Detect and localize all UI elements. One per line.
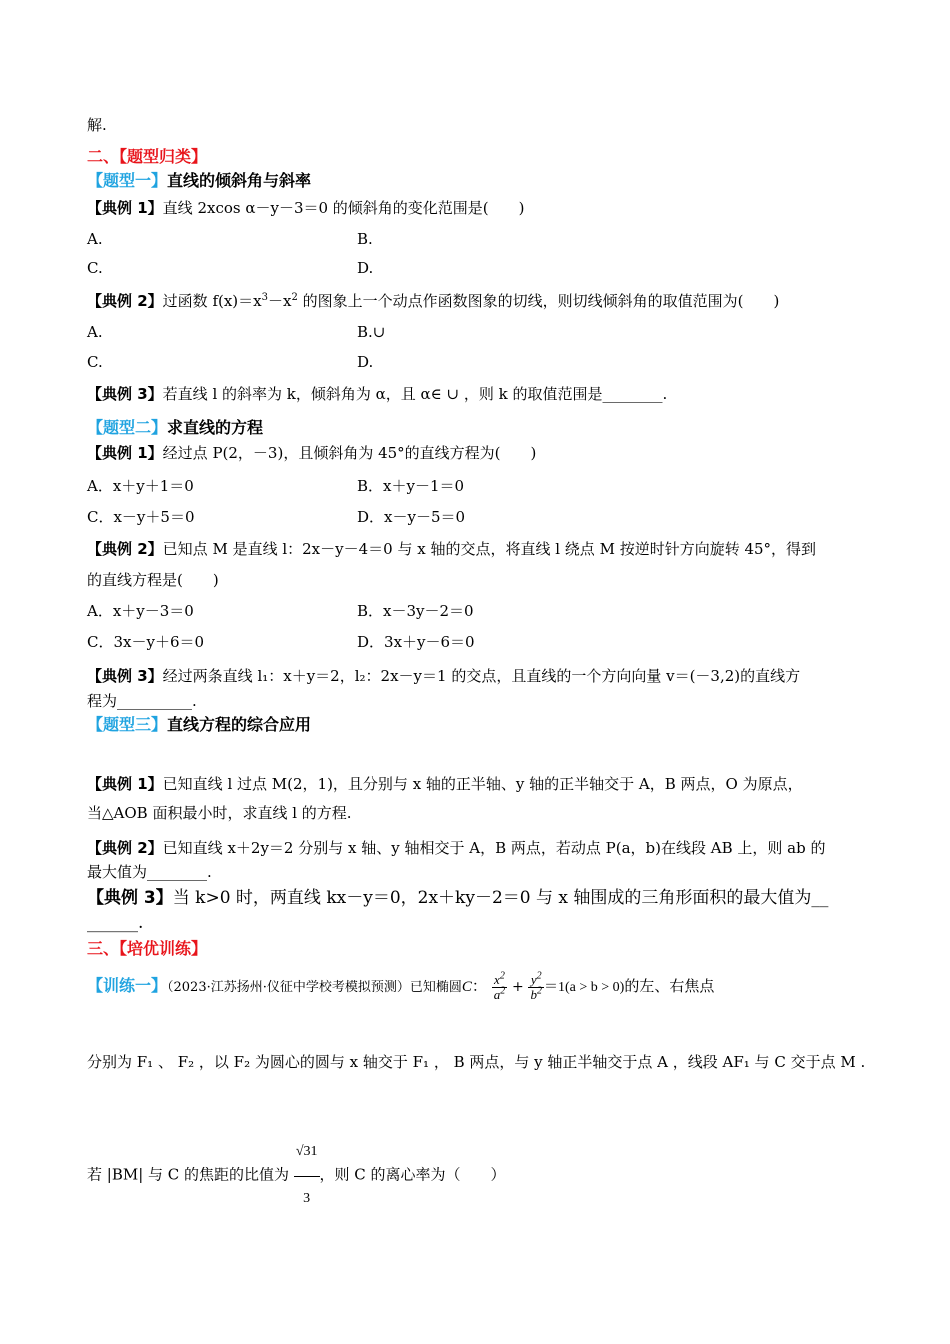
cat3-example-1 [87,774,803,794]
training-1-source: （2023·江苏扬州·仪征中学校考模拟预测）已知椭圆 [167,980,462,995]
category-2-title: 求直线的方程 [167,418,264,437]
sqrt-numerator: √31 [294,1130,320,1177]
fraction-x2-a2: $\frac{x^2}{a^2}$ [493,970,506,1002]
example-tag: 【典例 3】 [87,888,173,908]
category-2-tag: 【题型二】 [87,418,168,437]
example-stem-line1: 已知点 M 是直线 l：2x－y－4＝0 与 x 轴的交点，将直线 l 绕点 M 按逆时针方向旋转 45°，得到 [162,540,817,558]
cat2-example-1 [87,443,536,463]
option-d: D. [357,259,374,277]
category-3-tag: 【题型三】 [87,715,168,734]
category-3-title: 直线方程的综合应用 [167,715,312,734]
example-stem: 若直线 l 的斜率为 k，倾斜角为 α，且 α∈ ∪ ，则 k 的取值范围是________. [162,385,668,403]
top-fragment: 解. [87,116,107,134]
example-tag: 【典例 1】 [87,775,163,793]
training-1-tag: 【训练一】 [87,976,168,995]
section-heading-3: 三、【培优训练】 [87,939,208,958]
option-c: C．3x－y＋6＝0 [87,633,205,651]
option-c: C．x－y＋5＝0 [87,508,195,526]
example-stem-line1: 当 k>0 时，两直线 kx－y＝0，2x＋ky－2＝0 与 x 轴围成的三角形面积的最大值为__ [172,888,829,908]
cat1-example-2: 【典例 2】过函数 $f(x)=x^3-x^2$ 的图象上一个动点作函数图象的切线，则切线倾斜角的取值范围为( ) [87,292,780,310]
cat1-example-3 [87,384,667,404]
sqrt-denominator: 3 [303,1191,311,1206]
cat1-example-1 [87,198,525,218]
category-3-heading [87,715,311,735]
category-1-heading [87,171,311,191]
cat3-example-1-line2: 当△AOB 面积最小时，求直线 l 的方程. [87,804,352,822]
option-c: C. [87,259,103,277]
example-tag: 【典例 1】 [87,444,163,462]
category-2-heading [87,418,263,438]
cat3-example-2 [87,838,825,858]
option-a: A．x＋y＋1＝0 [87,477,194,495]
training-1-tail: 的左、右焦点 [624,977,715,995]
example-tag: 【典例 2】 [87,540,163,558]
example-tag: 【典例 3】 [87,667,163,685]
example-tag: 【典例 3】 [87,385,163,403]
option-a: A. [87,323,103,341]
example-stem-b: －x [268,292,292,310]
cat2-example-2 [87,539,816,559]
section-heading-2: 二、【题型归类】 [87,147,208,166]
example-tag: 【典例 1】 [87,199,163,217]
training-1-line3-a: 若 |BM| 与 C 的焦距的比值为 [87,1165,290,1184]
cat2-example-3 [87,666,800,686]
cat2-example-2-line2: 的直线方程是( ) [87,571,219,589]
option-d: D. [357,353,374,371]
training-1-line2: 分别为 F₁ 、 F₂ ，以 F₂ 为圆心的圆与 x 轴交于 F₁ ， B 两点，与 y 轴正半轴交于点 A ，线段 AF₁ 与 C 交于点 M . [87,1053,866,1071]
training-1-line3-b: ，则 C 的离心率为（ ） [319,1165,506,1184]
cat3-example-2-line2: 最大值为________. [87,863,212,881]
category-1-title: 直线的倾斜角与斜率 [167,171,312,190]
example-stem-line1: 已知直线 x＋2y＝2 分别与 x 轴、y 轴相交于 A，B 两点，若动点 P(a，b)在线段 AB 上，则 ab 的 [162,839,826,857]
training-1-line3 [87,1130,506,1221]
example-tag: 【典例 2】 [87,839,163,857]
category-1-tag: 【题型一】 [87,171,168,190]
ellipse-name: C [461,979,472,995]
example-stem: 经过点 P(2，－3)，且倾斜角为 45°的直线方程为( ) [162,444,537,462]
option-b: B. [357,230,373,248]
training-1-line1: 【训练一】（2023·江苏扬州·仪征中学校考模拟预测）已知椭圆C： $\frac{x^2}{a^2}$ + $\frac{y^2}{b^2}$ ＝1(a > b > 0)的左、右焦点 [87,970,715,1002]
option-a: A．x＋y－3＝0 [87,602,194,620]
example-stem-line1: 经过两条直线 l₁：x＋y＝2，l₂：2x－y＝1 的交点，且直线的一个方向向量 v＝(－3,2)的直线方 [162,667,801,685]
option-b: B.∪ [357,323,386,341]
fraction-y2-b2: $\frac{y^2}{b^2}$ [530,970,542,1002]
cat3-example-3-line2: ______. [87,913,144,933]
example-stem-line1: 已知直线 l 过点 M(2，1)，且分别与 x 轴的正半轴、y 轴的正半轴交于 A，B 两点，O 为原点， [162,775,803,793]
option-d: D．3x＋y－6＝0 [357,633,475,651]
option-b: B．x－3y－2＝0 [357,602,474,620]
ellipse-condition: ＝1(a > b > 0) [543,980,625,995]
example-stem-a: 过函数 f(x)＝x [162,292,262,310]
option-c: C. [87,353,103,371]
option-a: A. [87,230,103,248]
colon: ： [471,977,487,995]
cat3-example-3 [87,888,828,908]
option-d: D．x－y－5＝0 [357,508,466,526]
example-stem: 直线 2xcos α－y－3＝0 的倾斜角的变化范围是( ) [162,199,525,217]
example-stem-c: 的图象上一个动点作函数图象的切线，则切线倾斜角的取值范围为( ) [297,292,780,310]
option-b: B．x＋y－1＝0 [357,477,465,495]
cat2-example-3-line2: 程为__________. [87,692,197,710]
example-tag: 【典例 2】 [87,292,163,310]
fraction-sqrt31-over-3 [294,1130,320,1221]
